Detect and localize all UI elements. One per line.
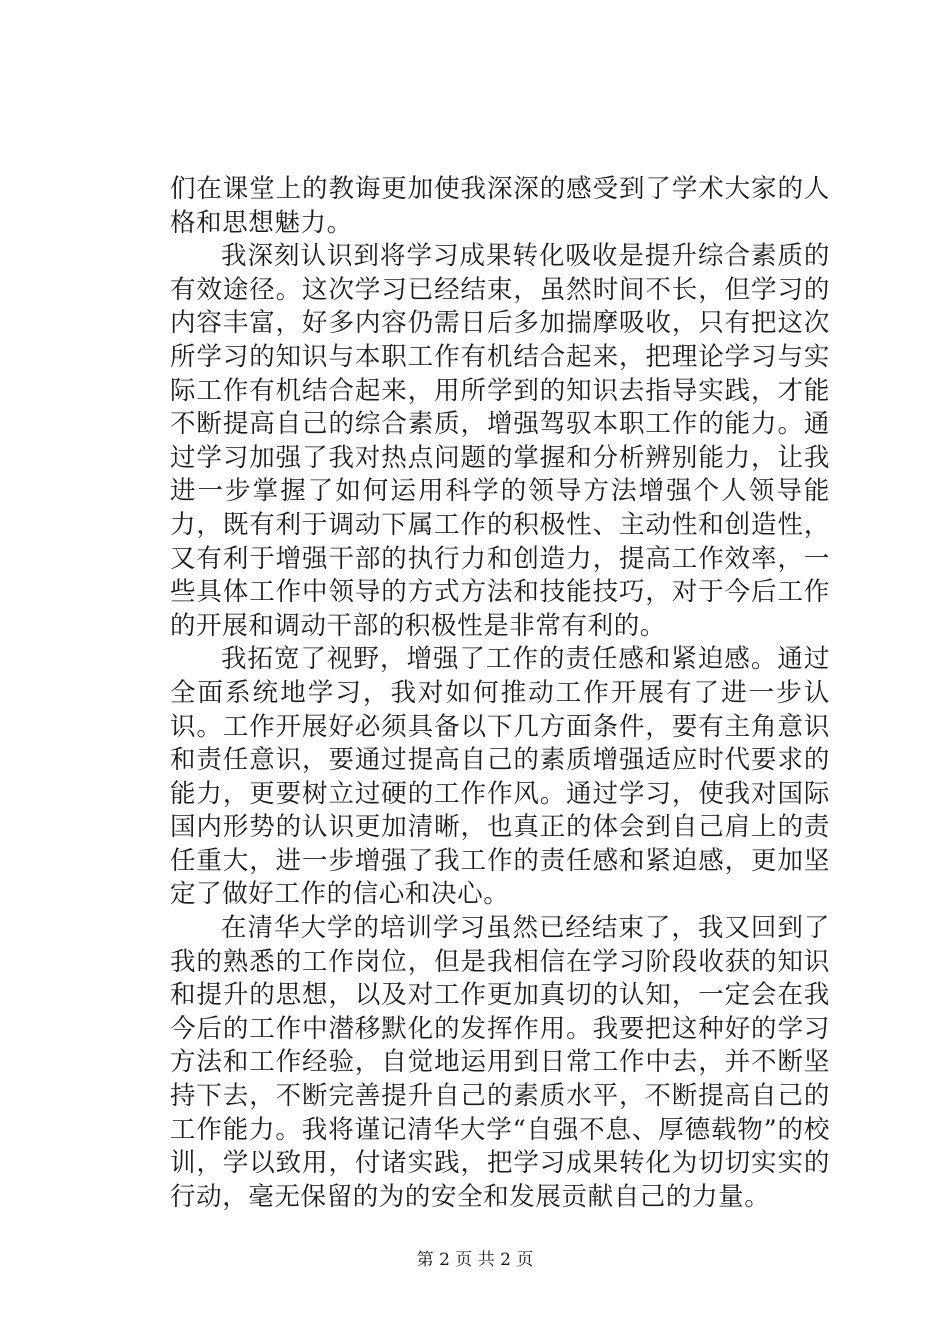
- paragraph-conclusion: 在清华大学的培训学习虽然已经结束了，我又回到了我的熟悉的工作岗位，但是我相信在学习阶段收获的知识和提升的思想，以及对工作更加真切的认知，一定会在我今后的工作中潜移默化的发挥作用。我要把这种好的学习方法和工作经验，自觉地运用到日常工作中去，并不断坚持下去，不断完善提升自己的素质水平，不断提高自己的工作能力。我将谨记清华大学“自强不息、厚德载物”的校训，学以致用，付诸实践，把学习成果转化为切切实实的行动，毫无保留的为的安全和发展贡献自己的力量。: [170, 913, 830, 1212]
- document-body: [170, 173, 830, 1214]
- paragraph-continuation: 们在课堂上的教诲更加使我深深的感受到了学术大家的人格和思想魅力。: [170, 174, 830, 238]
- page-number-footer: 第 2 页 共 2 页: [416, 1250, 534, 1270]
- paragraph-broadened-vision: 我拓宽了视野，增强了工作的责任感和紧迫感。通过全面系统地学习，我对如何推动工作开展有了进一步认识。工作开展好必须具备以下几方面条件，要有主角意识和责任意识，要通过提高自己的素质增强适应时代要求的能力，更要树立过硬的工作作风。通过学习，使我对国际国内形势的认识更加清晰，也真正的体会到自己肩上的责任重大，进一步增强了我工作的责任感和紧迫感，更加坚定了做好工作的信心和决心。: [170, 644, 830, 910]
- paragraph-learning-outcomes: 我深刻认识到将学习成果转化吸收是提升综合素质的有效途径。这次学习已经结束，虽然时间不长，但学习的内容丰富，好多内容仍需日后多加揣摩吸收，只有把这次所学习的知识与本职工作有机结合起来，把理论学习与实际工作有机结合起来，用所学到的知识去指导实践，才能不断提高自己的综合素质，增强驾驭本职工作的能力。通过学习加强了我对热点问题的掌握和分析辨别能力，让我进一步掌握了如何运用科学的领导方法增强个人领导能力，既有利于调动下属工作的积极性、主动性和创造性，又有利于增强干部的执行力和创造力，提高工作效率，一些具体工作中领导的方式方法和技能技巧，对于今后工作的开展和调动干部的积极性是非常有利的。: [170, 241, 830, 641]
